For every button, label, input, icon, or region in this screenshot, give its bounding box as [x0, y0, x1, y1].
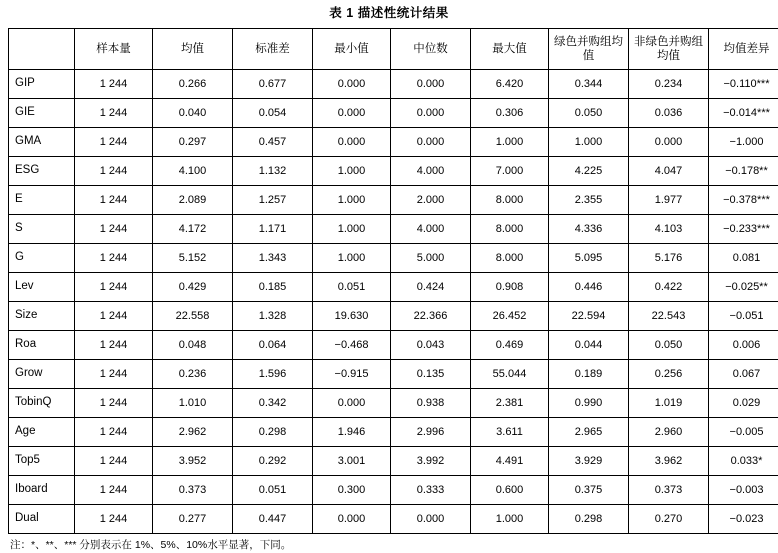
cell-mean: 2.962 — [153, 418, 233, 447]
cell-nongreen-group-mean: 4.103 — [629, 215, 709, 244]
cell-green-group-mean: 0.990 — [549, 389, 629, 418]
column-header-sample-size: 样本量 — [75, 29, 153, 70]
cell-median: 0.000 — [391, 128, 471, 157]
cell-std-dev: 1.596 — [233, 360, 313, 389]
column-header-mean: 均值 — [153, 29, 233, 70]
cell-min: 1.946 — [313, 418, 391, 447]
table-row — [9, 99, 778, 128]
row-label: Dual — [9, 505, 75, 534]
cell-median: 0.000 — [391, 99, 471, 128]
cell-nongreen-group-mean: 0.373 — [629, 476, 709, 505]
row-label: Age — [9, 418, 75, 447]
cell-mean-difference: 0.067 — [709, 360, 778, 389]
column-header-mean-difference: 均值差异 — [709, 29, 778, 70]
cell-nongreen-group-mean: 1.019 — [629, 389, 709, 418]
cell-mean-difference: −0.178** — [709, 157, 778, 186]
cell-green-group-mean: 5.095 — [549, 244, 629, 273]
cell-std-dev: 0.064 — [233, 331, 313, 360]
cell-std-dev: 1.132 — [233, 157, 313, 186]
cell-max: 6.420 — [471, 70, 549, 99]
cell-sample-size: 1 244 — [75, 389, 153, 418]
cell-sample-size: 1 244 — [75, 128, 153, 157]
cell-std-dev: 0.051 — [233, 476, 313, 505]
cell-nongreen-group-mean: 1.977 — [629, 186, 709, 215]
cell-median: 0.333 — [391, 476, 471, 505]
cell-sample-size: 1 244 — [75, 447, 153, 476]
cell-green-group-mean: 0.189 — [549, 360, 629, 389]
cell-std-dev: 0.447 — [233, 505, 313, 534]
cell-max: 1.000 — [471, 505, 549, 534]
cell-nongreen-group-mean: 22.543 — [629, 302, 709, 331]
table-row — [9, 128, 778, 157]
cell-mean: 5.152 — [153, 244, 233, 273]
column-header-max: 最大值 — [471, 29, 549, 70]
cell-max: 26.452 — [471, 302, 549, 331]
cell-mean: 4.100 — [153, 157, 233, 186]
cell-sample-size: 1 244 — [75, 302, 153, 331]
cell-std-dev: 0.292 — [233, 447, 313, 476]
table-note: 注：*、**、*** 分别表示在 1%、5%、10%水平显著，下同。 — [8, 534, 770, 553]
cell-std-dev: 0.298 — [233, 418, 313, 447]
column-header-median: 中位数 — [391, 29, 471, 70]
cell-min: 3.001 — [313, 447, 391, 476]
cell-median: 5.000 — [391, 244, 471, 273]
header-row — [9, 29, 778, 70]
cell-min: 1.000 — [313, 215, 391, 244]
cell-std-dev: 1.257 — [233, 186, 313, 215]
table-row — [9, 244, 778, 273]
cell-nongreen-group-mean: 0.422 — [629, 273, 709, 302]
cell-mean-difference: 0.006 — [709, 331, 778, 360]
cell-median: 3.992 — [391, 447, 471, 476]
cell-std-dev: 0.677 — [233, 70, 313, 99]
cell-median: 4.000 — [391, 215, 471, 244]
column-header-green-group-mean: 绿色并购组均值 — [549, 29, 629, 70]
cell-mean: 22.558 — [153, 302, 233, 331]
cell-nongreen-group-mean: 0.270 — [629, 505, 709, 534]
cell-max: 1.000 — [471, 128, 549, 157]
cell-max: 4.491 — [471, 447, 549, 476]
cell-sample-size: 1 244 — [75, 186, 153, 215]
row-label: GIE — [9, 99, 75, 128]
cell-median: 2.000 — [391, 186, 471, 215]
cell-mean: 0.277 — [153, 505, 233, 534]
cell-mean-difference: −0.005 — [709, 418, 778, 447]
row-label: E — [9, 186, 75, 215]
row-label: GMA — [9, 128, 75, 157]
cell-sample-size: 1 244 — [75, 99, 153, 128]
cell-mean: 3.952 — [153, 447, 233, 476]
cell-std-dev: 1.328 — [233, 302, 313, 331]
cell-max: 8.000 — [471, 215, 549, 244]
cell-mean: 4.172 — [153, 215, 233, 244]
cell-min: 0.000 — [313, 99, 391, 128]
cell-min: 1.000 — [313, 157, 391, 186]
cell-green-group-mean: 0.344 — [549, 70, 629, 99]
table-row — [9, 215, 778, 244]
cell-nongreen-group-mean: 2.960 — [629, 418, 709, 447]
cell-min: 0.000 — [313, 389, 391, 418]
column-header-min: 最小值 — [313, 29, 391, 70]
cell-mean: 0.048 — [153, 331, 233, 360]
cell-mean-difference: 0.033* — [709, 447, 778, 476]
cell-sample-size: 1 244 — [75, 418, 153, 447]
table-header — [9, 29, 778, 70]
cell-sample-size: 1 244 — [75, 273, 153, 302]
cell-std-dev: 0.185 — [233, 273, 313, 302]
cell-nongreen-group-mean: 0.256 — [629, 360, 709, 389]
cell-green-group-mean: 0.050 — [549, 99, 629, 128]
row-label: Iboard — [9, 476, 75, 505]
table-row — [9, 505, 778, 534]
cell-green-group-mean: 4.225 — [549, 157, 629, 186]
cell-median: 0.424 — [391, 273, 471, 302]
cell-max: 55.044 — [471, 360, 549, 389]
cell-std-dev: 1.343 — [233, 244, 313, 273]
row-label: G — [9, 244, 75, 273]
column-header-nongreen-group-mean: 非绿色并购组均值 — [629, 29, 709, 70]
cell-nongreen-group-mean: 0.036 — [629, 99, 709, 128]
cell-max: 0.469 — [471, 331, 549, 360]
cell-max: 3.611 — [471, 418, 549, 447]
table-row — [9, 331, 778, 360]
cell-max: 0.600 — [471, 476, 549, 505]
cell-std-dev: 1.171 — [233, 215, 313, 244]
table-row — [9, 186, 778, 215]
row-label: Size — [9, 302, 75, 331]
cell-mean-difference: −0.023 — [709, 505, 778, 534]
cell-std-dev: 0.054 — [233, 99, 313, 128]
cell-mean: 0.429 — [153, 273, 233, 302]
cell-green-group-mean: 0.375 — [549, 476, 629, 505]
cell-nongreen-group-mean: 0.000 — [629, 128, 709, 157]
cell-max: 8.000 — [471, 186, 549, 215]
cell-nongreen-group-mean: 0.234 — [629, 70, 709, 99]
table-row — [9, 273, 778, 302]
table-row — [9, 447, 778, 476]
cell-mean-difference: −0.233*** — [709, 215, 778, 244]
cell-nongreen-group-mean: 0.050 — [629, 331, 709, 360]
cell-min: −0.915 — [313, 360, 391, 389]
cell-std-dev: 0.457 — [233, 128, 313, 157]
column-header-variable — [9, 29, 75, 70]
table-row — [9, 418, 778, 447]
cell-median: 0.043 — [391, 331, 471, 360]
cell-max: 0.908 — [471, 273, 549, 302]
cell-mean: 0.040 — [153, 99, 233, 128]
cell-min: 0.300 — [313, 476, 391, 505]
cell-min: 0.000 — [313, 128, 391, 157]
cell-max: 0.306 — [471, 99, 549, 128]
cell-nongreen-group-mean: 3.962 — [629, 447, 709, 476]
cell-min: 1.000 — [313, 244, 391, 273]
cell-green-group-mean: 1.000 — [549, 128, 629, 157]
cell-median: 0.135 — [391, 360, 471, 389]
cell-sample-size: 1 244 — [75, 70, 153, 99]
row-label: S — [9, 215, 75, 244]
cell-sample-size: 1 244 — [75, 505, 153, 534]
cell-sample-size: 1 244 — [75, 244, 153, 273]
cell-green-group-mean: 2.965 — [549, 418, 629, 447]
row-label: GIP — [9, 70, 75, 99]
cell-mean-difference: −0.014*** — [709, 99, 778, 128]
cell-median: 0.938 — [391, 389, 471, 418]
cell-median: 22.366 — [391, 302, 471, 331]
row-label: Top5 — [9, 447, 75, 476]
cell-min: 0.051 — [313, 273, 391, 302]
cell-mean: 2.089 — [153, 186, 233, 215]
table-row — [9, 70, 778, 99]
cell-sample-size: 1 244 — [75, 331, 153, 360]
row-label: Roa — [9, 331, 75, 360]
cell-mean: 0.373 — [153, 476, 233, 505]
cell-mean-difference: −0.378*** — [709, 186, 778, 215]
column-header-std-dev: 标准差 — [233, 29, 313, 70]
cell-median: 0.000 — [391, 70, 471, 99]
row-label: TobinQ — [9, 389, 75, 418]
cell-min: 0.000 — [313, 70, 391, 99]
cell-green-group-mean: 2.355 — [549, 186, 629, 215]
cell-green-group-mean: 0.446 — [549, 273, 629, 302]
table-row — [9, 302, 778, 331]
cell-green-group-mean: 3.929 — [549, 447, 629, 476]
cell-mean-difference: 0.081 — [709, 244, 778, 273]
cell-mean-difference: −0.051 — [709, 302, 778, 331]
table-row — [9, 389, 778, 418]
table-title: 表 1 描述性统计结果 — [8, 0, 770, 28]
cell-mean-difference: 0.029 — [709, 389, 778, 418]
table-row — [9, 157, 778, 186]
cell-green-group-mean: 22.594 — [549, 302, 629, 331]
cell-sample-size: 1 244 — [75, 157, 153, 186]
row-label: Lev — [9, 273, 75, 302]
cell-nongreen-group-mean: 5.176 — [629, 244, 709, 273]
cell-mean-difference: −0.110*** — [709, 70, 778, 99]
descriptive-statistics-table — [8, 28, 778, 534]
cell-median: 4.000 — [391, 157, 471, 186]
cell-std-dev: 0.342 — [233, 389, 313, 418]
cell-nongreen-group-mean: 4.047 — [629, 157, 709, 186]
cell-median: 2.996 — [391, 418, 471, 447]
cell-min: 19.630 — [313, 302, 391, 331]
cell-green-group-mean: 4.336 — [549, 215, 629, 244]
cell-mean: 0.236 — [153, 360, 233, 389]
table-body — [9, 70, 778, 534]
cell-max: 7.000 — [471, 157, 549, 186]
cell-max: 8.000 — [471, 244, 549, 273]
cell-sample-size: 1 244 — [75, 360, 153, 389]
cell-sample-size: 1 244 — [75, 215, 153, 244]
cell-min: 0.000 — [313, 505, 391, 534]
cell-sample-size: 1 244 — [75, 476, 153, 505]
table-row — [9, 360, 778, 389]
cell-mean: 0.266 — [153, 70, 233, 99]
row-label: ESG — [9, 157, 75, 186]
cell-green-group-mean: 0.298 — [549, 505, 629, 534]
row-label: Grow — [9, 360, 75, 389]
cell-mean-difference: −0.025** — [709, 273, 778, 302]
cell-min: −0.468 — [313, 331, 391, 360]
cell-mean: 1.010 — [153, 389, 233, 418]
cell-mean-difference: −1.000 — [709, 128, 778, 157]
table-row — [9, 476, 778, 505]
cell-median: 0.000 — [391, 505, 471, 534]
cell-green-group-mean: 0.044 — [549, 331, 629, 360]
cell-mean: 0.297 — [153, 128, 233, 157]
cell-mean-difference: −0.003 — [709, 476, 778, 505]
cell-max: 2.381 — [471, 389, 549, 418]
cell-min: 1.000 — [313, 186, 391, 215]
